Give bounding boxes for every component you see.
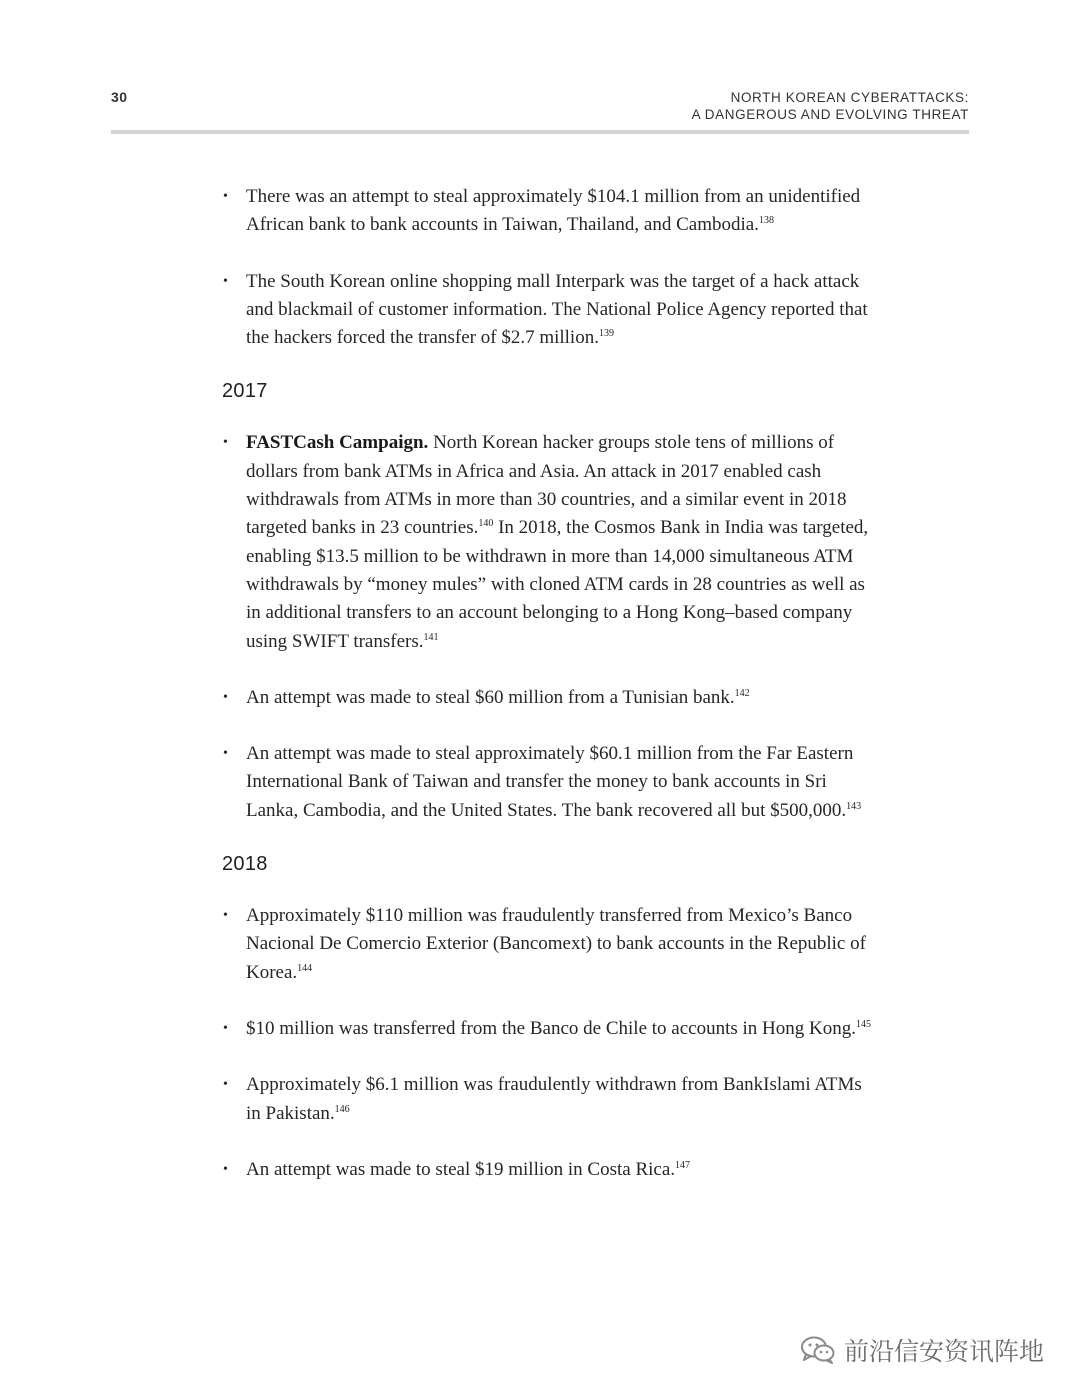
list-item-text: In 2018, the Cosmos Bank in India was targeted, enabling $13.5 million to be withdrawn in more than 14,000 simultaneous ATM withdrawals by “money mules” with cloned ATM cards in 28 countries as well as in additional transfers to an account belonging to a Hong Kong–based company using SWIFT transfers. (246, 517, 869, 652)
list-item (222, 1156, 872, 1184)
bullet-icon: • (223, 908, 228, 924)
running-head-line2: A DANGEROUS AND EVOLVING THREAT (691, 107, 969, 122)
list-item (222, 684, 872, 712)
list-item-text: An attempt was made to steal approximately $60.1 million from the Far Eastern International Bank of Taiwan and transfer the money to bank accounts in Sri Lanka, Cambodia, and the United States. The bank recovered all but $500,000. (246, 743, 854, 821)
footnote-ref: 145 (855, 1018, 871, 1030)
wechat-icon (800, 1335, 836, 1365)
list-item-text: An attempt was made to steal $60 million from a Tunisian bank. (246, 686, 735, 708)
running-head-line1: NORTH KOREAN CYBERATTACKS: (730, 90, 969, 105)
watermark (800, 1332, 1044, 1368)
watermark-text: 前沿信安资讯阵地 (843, 1337, 1044, 1366)
list-item-text: The South Korean online shopping mall Interpark was the target of a hack attack and blackmail of customer information. The National Police Agency reported that the hackers forced the transfer of $2.7 million. (246, 270, 868, 349)
footnote-ref: 142 (734, 687, 750, 699)
bullet-icon: • (223, 1077, 228, 1093)
bullet-list-intro (222, 183, 872, 352)
page-number: 30 (111, 89, 128, 105)
bullet-list-2018 (222, 902, 872, 1184)
list-item (222, 740, 872, 825)
running-head (692, 89, 969, 123)
bullet-icon: • (223, 273, 228, 289)
year-heading-2018: 2018 (222, 853, 268, 876)
footnote-ref: 146 (334, 1103, 350, 1115)
footnote-ref: 147 (675, 1159, 691, 1171)
footnote-ref: 138 (758, 215, 774, 227)
bullet-icon: • (223, 189, 228, 204)
list-item-text: Approximately $6.1 million was fraudulently withdrawn from BankIslami ATMs in Pakistan. (246, 1074, 862, 1124)
list-item-text: North Korean hacker groups stole tens of millions of dollars from bank ATMs in Africa and Asia. An attack in 2017 enabled cash withdrawals from ATMs in more than 30 countries, and a similar event in 2018 targeted banks in 23 countries. (246, 432, 847, 539)
list-item-text: $10 million was transferred from the Banco de Chile to accounts in Hong Kong. (246, 1017, 856, 1039)
footnote-ref: 143 (846, 800, 862, 812)
header-rule (111, 130, 969, 134)
footnote-ref: 141 (423, 631, 439, 643)
bullet-icon: • (223, 1020, 228, 1036)
bullet-icon: • (223, 746, 228, 762)
list-item (222, 1071, 872, 1128)
fastcash-title: FASTCash Campaign. (246, 432, 429, 454)
list-item (222, 268, 872, 353)
bullet-list-2017 (222, 429, 872, 825)
footnote-ref: 140 (478, 518, 494, 530)
footnote-ref: 139 (598, 328, 614, 340)
list-item-text: Approximately $110 million was fraudulently transferred from Mexico’s Banco Nacional De Comercio Exterior (Bancomext) to bank accounts in the Republic of Korea. (246, 905, 866, 983)
footnote-ref: 144 (297, 962, 313, 974)
list-item-text: An attempt was made to steal $19 million in Costa Rica. (246, 1158, 676, 1180)
list-item (222, 183, 872, 240)
year-heading-2017: 2017 (222, 380, 268, 403)
bullet-icon: • (223, 435, 228, 451)
page-content (222, 183, 872, 1212)
list-item (222, 902, 872, 987)
list-item (222, 429, 872, 655)
bullet-icon: • (223, 689, 228, 705)
list-item (222, 1015, 872, 1043)
bullet-icon: • (223, 1161, 228, 1177)
list-item-text: There was an attempt to steal approximately $104.1 million from an unidentified African bank to bank accounts in Taiwan, Thailand, and Cambodia. (246, 186, 861, 236)
